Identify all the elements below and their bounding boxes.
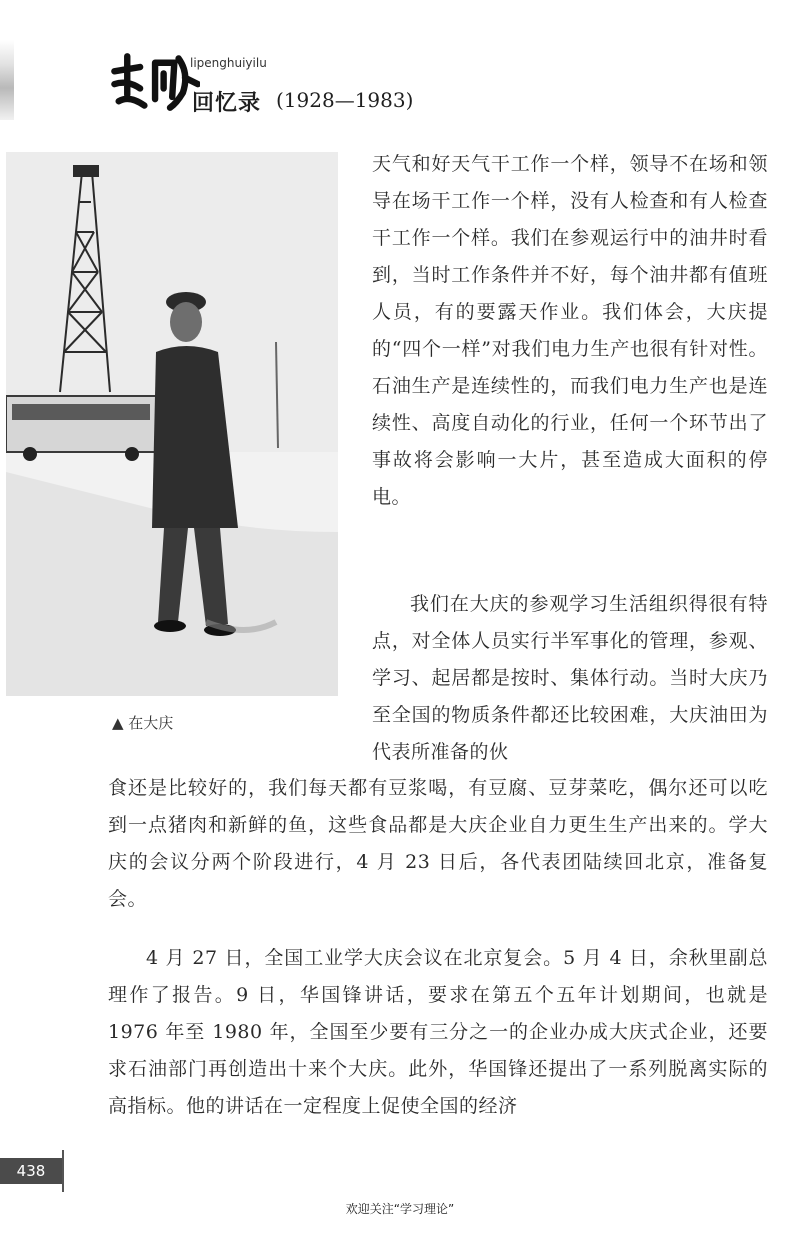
book-years: (1928—1983) — [276, 88, 414, 112]
photo-caption: ▲ 在大庆 — [112, 714, 174, 732]
photo-daqing — [6, 152, 338, 696]
book-title: 回忆录 — [192, 91, 262, 116]
paragraph-2-continued — [108, 770, 768, 918]
paragraph-1-text: 天气和好天气干工作一个样，领导不在场和领导在场干工作一个样，没有人检查和有人检查干工作一个样。我们在参观运行中的油井时看到，当时工作条件并不好，每个油井都有值班人员，有的要露天作业。我们体会，大庆提的“四个一样”对我们电力生产也很有针对性。石油生产是连续性的，而我们电力生产也是连续性、高度自动化的行业，任何一个环节出了事故将会影响一大片，甚至造成大面积的停电。 — [372, 153, 768, 508]
page-number: 438 — [0, 1158, 62, 1184]
binding-edge — [0, 40, 14, 120]
buses — [6, 396, 156, 461]
page-number-rule — [62, 1150, 64, 1192]
photo-illustration — [6, 152, 338, 696]
calligraphy-logo — [108, 52, 200, 112]
footer-note: 欢迎关注“学习理论” — [345, 1202, 455, 1216]
paragraph-2 — [372, 586, 768, 771]
paragraph-1 — [372, 146, 768, 516]
header-pinyin: lipenghuiyilu — [190, 56, 267, 70]
paragraph-3 — [108, 940, 768, 1125]
paragraph-2-text: 我们在大庆的参观学习生活组织得很有特点，对全体人员实行半军事化的管理，参观、学习、起居都是按时、集体行动。当时大庆乃至全国的物质条件都还比较困难，大庆油田为代表所准备的伙 — [372, 593, 768, 763]
paragraph-3-text: 4 月 27 日，全国工业学大庆会议在北京复会。5 月 4 日，余秋里副总理作了报告。9 日，华国锋讲话，要求在第五个五年计划期间，也就是 1976 年至 1980 年，全国至少要有三分之一的企业办成大庆式企业，还要求石油部门再创造出十来个大庆。此外，华国锋还提出了一系列脱离实际的高指标。他的讲话在一定程度上促使全国的经济 — [108, 947, 768, 1117]
paragraph-2-continued-text: 食还是比较好的，我们每天都有豆浆喝，有豆腐、豆芽菜吃，偶尔还可以吃到一点猪肉和新鲜的鱼，这些食品都是大庆企业自力更生生产出来的。学大庆的会议分两个阶段进行，4 月 23 日后，各代表团陆续回北京，准备复会。 — [108, 777, 768, 910]
